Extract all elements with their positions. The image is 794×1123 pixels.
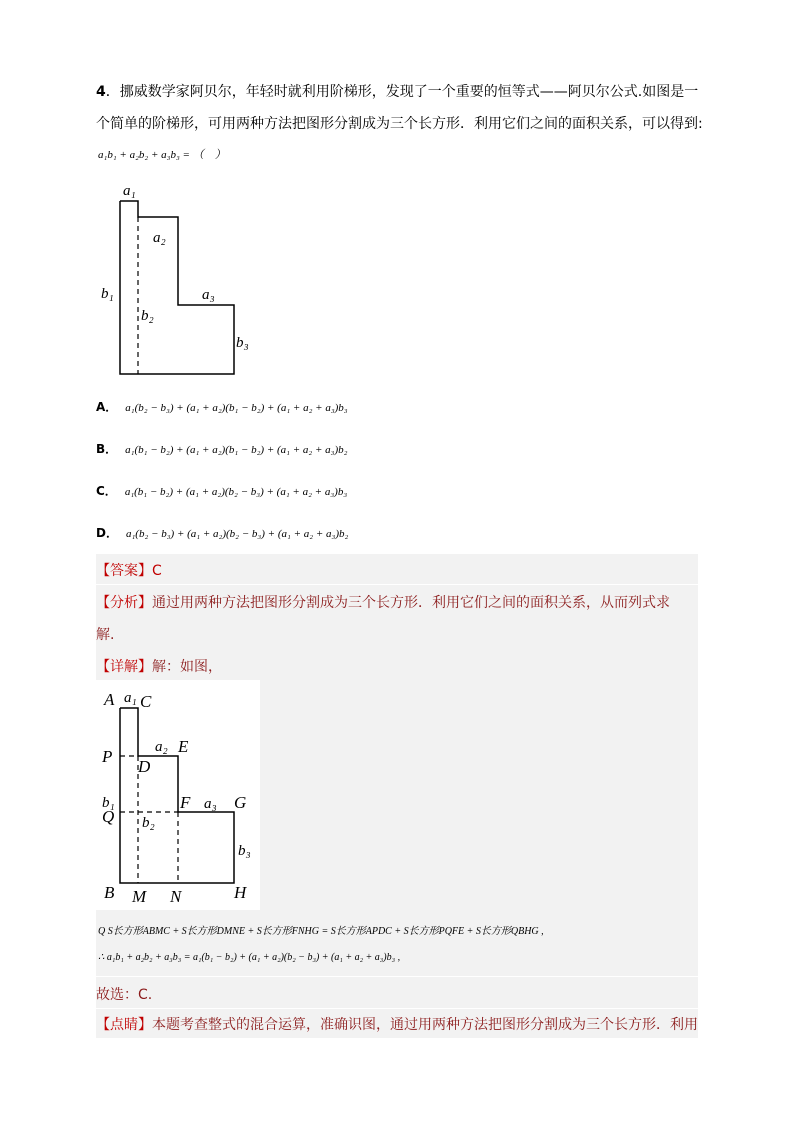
labeled-staircase-figure [96, 680, 260, 910]
option-c[interactable]: C． a₁(b₁ − b₂) + (a₁ + a₂)(b₂ − b₃) + (a₁ + a₂ + a₃)b₃ [96, 484, 348, 498]
question-number: 4 [96, 84, 106, 100]
svg-text:a₁: a₁ [124, 690, 137, 706]
svg-text:b₃: b₃ [238, 843, 251, 859]
svg-text:b₂: b₂ [142, 815, 155, 831]
svg-text:a₂: a₂ [155, 739, 168, 755]
question-equation: a₁b₁ + a₂b₂ + a₃b₃ = （ ） [98, 149, 226, 161]
question-line-2: 个简单的阶梯形，可用两种方法把图形分割成为三个长方形．利用它们之间的面积关系，可以得到: [96, 116, 703, 132]
final-choice: 故选：C. [96, 987, 153, 1003]
formula-area-relation: Q S长方形ABMC + S长方形DMNE + S长方形FNHG = S长方形APDC + S长方形PQFE + S长方形QBHG , [98, 926, 544, 937]
svg-text:C: C [140, 692, 152, 711]
svg-text:Q: Q [102, 807, 115, 826]
svg-text:F: F [180, 793, 191, 812]
answer-tag: 【答案】 [96, 563, 152, 579]
answer-value: C [152, 563, 162, 579]
analysis-line-1: 【分析】通过用两种方法把图形分割成为三个长方形．利用它们之间的面积关系，从而列式求 [96, 595, 670, 611]
svg-text:P: P [102, 747, 113, 766]
option-a[interactable]: A． a₁(b₂ − b₃) + (a₁ + a₂)(b₁ − b₂) + (a₁ + a₂ + a₃)b₃ [96, 400, 348, 414]
detail-line: 【详解】解：如图， [96, 659, 222, 675]
svg-text:E: E [178, 737, 189, 756]
svg-text:A: A [104, 690, 115, 709]
label-b2: b₂ [141, 308, 154, 324]
label-a3: a₃ [202, 287, 215, 303]
svg-text:B: B [104, 883, 115, 902]
option-d[interactable]: D． a₁(b₂ − b₃) + (a₁ + a₂)(b₂ − b₃) + (a₁ + a₂ + a₃)b₂ [96, 526, 349, 540]
analysis-line-2: 解. [96, 627, 115, 643]
option-b[interactable]: B． a₁(b₁ − b₂) + (a₁ + a₂)(b₁ − b₂) + (a₁ + a₂ + a₃)b₂ [96, 442, 348, 456]
staircase-figure [96, 178, 256, 382]
svg-text:H: H [234, 883, 247, 902]
divider [96, 584, 698, 585]
svg-text:M: M [132, 887, 147, 906]
svg-text:b₁: b₁ [102, 795, 115, 811]
comment-line: 【点睛】本题考查整式的混合运算，准确识图，通过用两种方法把图形分割成为三个长方形．利用 [96, 1017, 698, 1033]
label-a2: a₂ [153, 230, 166, 246]
label-a1: a₁ [123, 183, 136, 199]
formula-result: ∴ a₁b₁ + a₂b₂ + a₃b₃ = a₁(b₁ − b₂) + (a₁ + a₂)(b₂ − b₃) + (a₁ + a₂ + a₃)b₃ , [98, 952, 401, 963]
staircase-outline [120, 201, 234, 374]
svg-text:a₃: a₃ [204, 796, 217, 812]
label-b1: b₁ [101, 286, 114, 302]
question-line-1: 4．挪威数学家阿贝尔，年轻时就利用阶梯形，发现了一个重要的恒等式——阿贝尔公式.如图是一 [96, 84, 699, 100]
answer-line [96, 560, 162, 580]
svg-text:N: N [170, 887, 182, 906]
svg-text:D: D [138, 757, 151, 776]
svg-text:G: G [234, 793, 247, 812]
label-b3: b₃ [236, 335, 249, 351]
